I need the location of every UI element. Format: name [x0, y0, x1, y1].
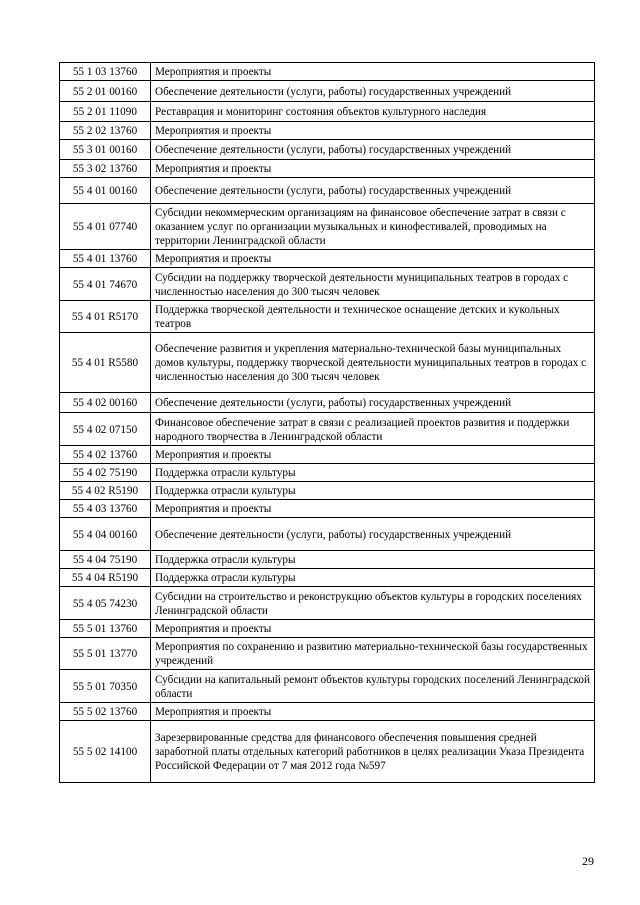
- row-code: 55 2 01 11090: [60, 102, 151, 122]
- row-description: Субсидии на поддержку творческой деятельности муниципальных театров в городах с численностью населения до 300 тысяч человек: [151, 268, 595, 301]
- row-code: 55 2 02 13760: [60, 122, 151, 140]
- table-row: [60, 250, 595, 268]
- table-row: [60, 670, 595, 703]
- table-row: [60, 551, 595, 569]
- row-code: 55 1 03 13760: [60, 63, 151, 81]
- row-code: 55 4 01 74670: [60, 268, 151, 301]
- table-row: [60, 413, 595, 446]
- row-code: 55 5 02 13760: [60, 703, 151, 721]
- row-description: Мероприятия и проекты: [151, 250, 595, 268]
- row-code: 55 4 01 07740: [60, 204, 151, 250]
- table-row: [60, 204, 595, 250]
- row-description: Обеспечение деятельности (услуги, работы) государственных учреждений: [151, 140, 595, 160]
- table-row: [60, 301, 595, 333]
- row-description: Финансовое обеспечение затрат в связи с реализацией проектов развития и поддержки народного творчества в Ленинградской области: [151, 413, 595, 446]
- row-code: 55 4 02 R5190: [60, 482, 151, 500]
- table-row: [60, 102, 595, 122]
- table-row: [60, 140, 595, 160]
- row-description: Обеспечение деятельности (услуги, работы) государственных учреждений: [151, 178, 595, 204]
- table-row: [60, 464, 595, 482]
- table-row: [60, 333, 595, 393]
- row-description: Мероприятия и проекты: [151, 122, 595, 140]
- row-code: 55 4 04 R5190: [60, 569, 151, 587]
- row-description: Реставрация и мониторинг состояния объектов культурного наследия: [151, 102, 595, 122]
- row-code: 55 4 04 00160: [60, 518, 151, 551]
- table-row: [60, 500, 595, 518]
- table-body: [60, 63, 595, 783]
- table-row: [60, 569, 595, 587]
- row-code: 55 4 04 75190: [60, 551, 151, 569]
- row-code: 55 5 01 70350: [60, 670, 151, 703]
- table-row: [60, 81, 595, 102]
- table-row: [60, 638, 595, 670]
- table-row: [60, 721, 595, 783]
- row-code: 55 4 02 75190: [60, 464, 151, 482]
- row-description: Поддержка отрасли культуры: [151, 464, 595, 482]
- table-row: [60, 160, 595, 178]
- row-description: Поддержка отрасли культуры: [151, 551, 595, 569]
- table-row: [60, 122, 595, 140]
- row-description: Поддержка творческой деятельности и техническое оснащение детских и кукольных театров: [151, 301, 595, 333]
- row-code: 55 4 01 R5170: [60, 301, 151, 333]
- row-code: 55 5 02 14100: [60, 721, 151, 783]
- row-code: 55 4 01 00160: [60, 178, 151, 204]
- row-description: Мероприятия и проекты: [151, 703, 595, 721]
- page-number: 29: [582, 854, 594, 868]
- row-description: Субсидии на капитальный ремонт объектов культуры городских поселений Ленинградской области: [151, 670, 595, 703]
- row-code: 55 5 01 13760: [60, 620, 151, 638]
- row-code: 55 4 01 13760: [60, 250, 151, 268]
- row-description: Зарезервированные средства для финансового обеспечения повышения средней заработной платы отдельных категорий работников в целях реализации Указа Президента Российской Федерации от 7 мая 2012 года №597: [151, 721, 595, 783]
- row-code: 55 4 01 R5580: [60, 333, 151, 393]
- row-description: Мероприятия и проекты: [151, 160, 595, 178]
- table-row: [60, 703, 595, 721]
- row-code: 55 4 05 74230: [60, 587, 151, 620]
- row-description: Обеспечение деятельности (услуги, работы) государственных учреждений: [151, 518, 595, 551]
- row-description: Мероприятия и проекты: [151, 446, 595, 464]
- row-description: Поддержка отрасли культуры: [151, 482, 595, 500]
- row-code: 55 4 02 00160: [60, 393, 151, 413]
- table-row: [60, 393, 595, 413]
- table-row: [60, 587, 595, 620]
- row-description: Мероприятия и проекты: [151, 63, 595, 81]
- row-description: Субсидии на строительство и реконструкцию объектов культуры в городских поселениях Ленинградской области: [151, 587, 595, 620]
- row-code: 55 5 01 13770: [60, 638, 151, 670]
- row-description: Поддержка отрасли культуры: [151, 569, 595, 587]
- row-code: 55 4 02 07150: [60, 413, 151, 446]
- row-code: 55 4 02 13760: [60, 446, 151, 464]
- row-code: 55 4 03 13760: [60, 500, 151, 518]
- row-description: Мероприятия и проекты: [151, 620, 595, 638]
- table-row: [60, 63, 595, 81]
- table-row: [60, 178, 595, 204]
- budget-codes-table: [59, 62, 595, 783]
- table-row: [60, 518, 595, 551]
- table-row: [60, 446, 595, 464]
- row-description: Субсидии некоммерческим организациям на финансовое обеспечение затрат в связи с оказанием услуг по организации музыкальных и кинофестивалей, проводимых на территории Ленинградской области: [151, 204, 595, 250]
- row-code: 55 3 01 00160: [60, 140, 151, 160]
- table-row: [60, 620, 595, 638]
- row-description: Обеспечение деятельности (услуги, работы) государственных учреждений: [151, 81, 595, 102]
- row-code: 55 2 01 00160: [60, 81, 151, 102]
- table-row: [60, 482, 595, 500]
- row-description: Обеспечение развития и укрепления материально-технической базы муниципальных домов культуры, поддержку творческой деятельности муниципальных театров в городах с численностью населения до 300 тысяч человек: [151, 333, 595, 393]
- table-row: [60, 268, 595, 301]
- row-code: 55 3 02 13760: [60, 160, 151, 178]
- row-description: Обеспечение деятельности (услуги, работы) государственных учреждений: [151, 393, 595, 413]
- row-description: Мероприятия по сохранению и развитию материально-технической базы государственных учреждений: [151, 638, 595, 670]
- row-description: Мероприятия и проекты: [151, 500, 595, 518]
